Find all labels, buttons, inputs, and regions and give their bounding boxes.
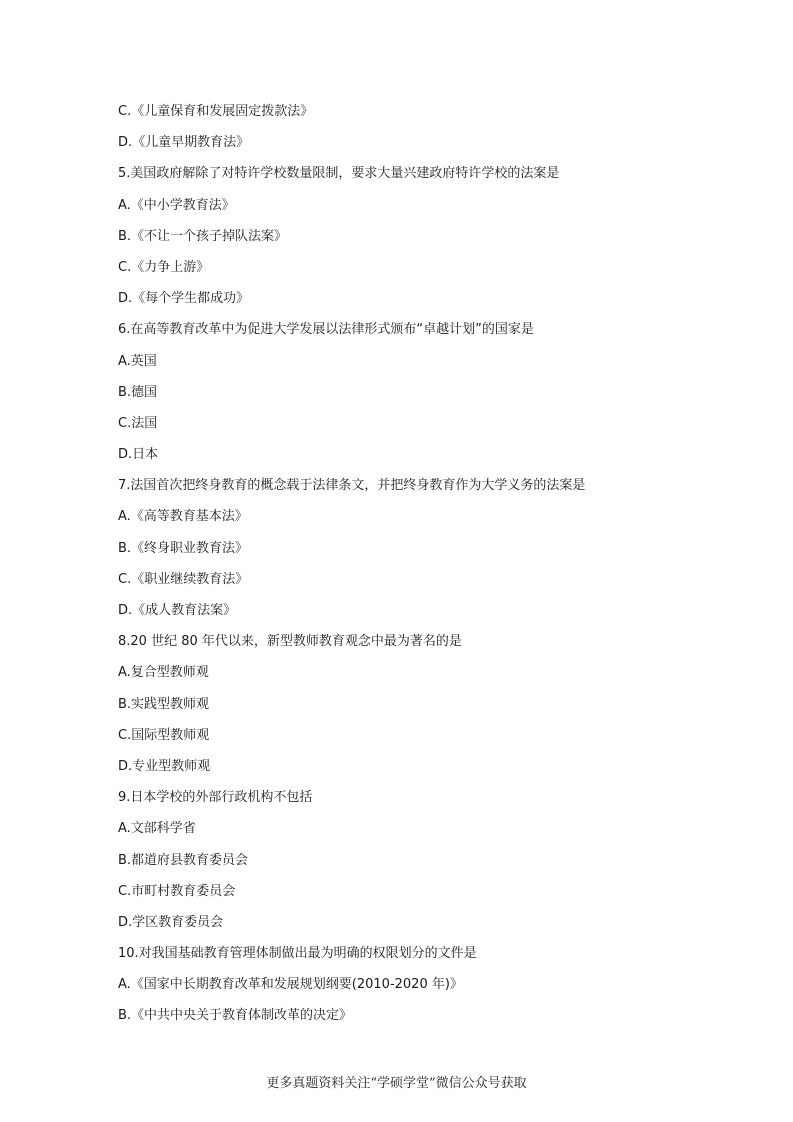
- question-line: 10.对我国基础教育管理体制做出最为明确的权限划分的文件是: [118, 946, 477, 962]
- option-line: A.《国家中长期教育改革和发展规划纲要(2010-2020 年)》: [118, 977, 463, 993]
- option-line: D.学区教育委员会: [118, 914, 224, 930]
- option-line: B.《中共中央关于教育体制改革的决定》: [118, 1008, 353, 1024]
- option-line: D.《成人教育法案》: [118, 603, 237, 618]
- option-line: C.市町村教育委员会: [118, 883, 236, 899]
- option-line: A.文部科学省: [118, 821, 196, 837]
- page-footer: 更多真题资料关注“学硕学堂”微信公众号获取: [266, 1076, 527, 1091]
- question-line: 8.20 世纪 80 年代以来，新型教师教育观念中最为著名的是: [118, 634, 462, 650]
- option-line: D.日本: [118, 447, 159, 463]
- option-line: B.《不让一个孩子掉队法案》: [118, 228, 288, 244]
- question-line: 9.日本学校的外部行政机构不包括: [118, 790, 313, 806]
- question-list: [118, 101, 738, 1037]
- option-line: A.复合型教师观: [118, 665, 209, 681]
- question-line: 6.在高等教育改革中为促进大学发展以法律形式颁布“卓越计划”的国家是: [118, 322, 534, 338]
- question-line: 7.法国首次把终身教育的概念载于法律条文，并把终身教育作为大学义务的法案是: [118, 478, 586, 494]
- option-line: D.专业型教师观: [118, 758, 211, 774]
- option-line: C.《儿童保育和发展固定拨款法》: [118, 104, 314, 119]
- option-line: C.《力争上游》: [118, 259, 210, 275]
- option-line: B.都道府县教育委员会: [118, 852, 249, 868]
- option-line: D.《每个学生都成功》: [118, 291, 250, 307]
- option-line: A.英国: [118, 353, 157, 369]
- option-line: C.法国: [118, 415, 158, 431]
- option-line: A.《中小学教育法》: [118, 197, 235, 213]
- option-line: B.实践型教师观: [118, 696, 210, 712]
- option-line: C.国际型教师观: [118, 727, 210, 743]
- option-line: B.《终身职业教育法》: [118, 540, 249, 556]
- option-line: B.德国: [118, 384, 158, 400]
- option-line: A.《高等教育基本法》: [118, 509, 248, 525]
- option-line: C.《职业继续教育法》: [118, 571, 249, 587]
- question-line: 5.美国政府解除了对特许学校数量限制，要求大量兴建政府特许学校的法案是: [118, 166, 560, 182]
- option-line: D.《儿童早期教育法》: [118, 135, 250, 151]
